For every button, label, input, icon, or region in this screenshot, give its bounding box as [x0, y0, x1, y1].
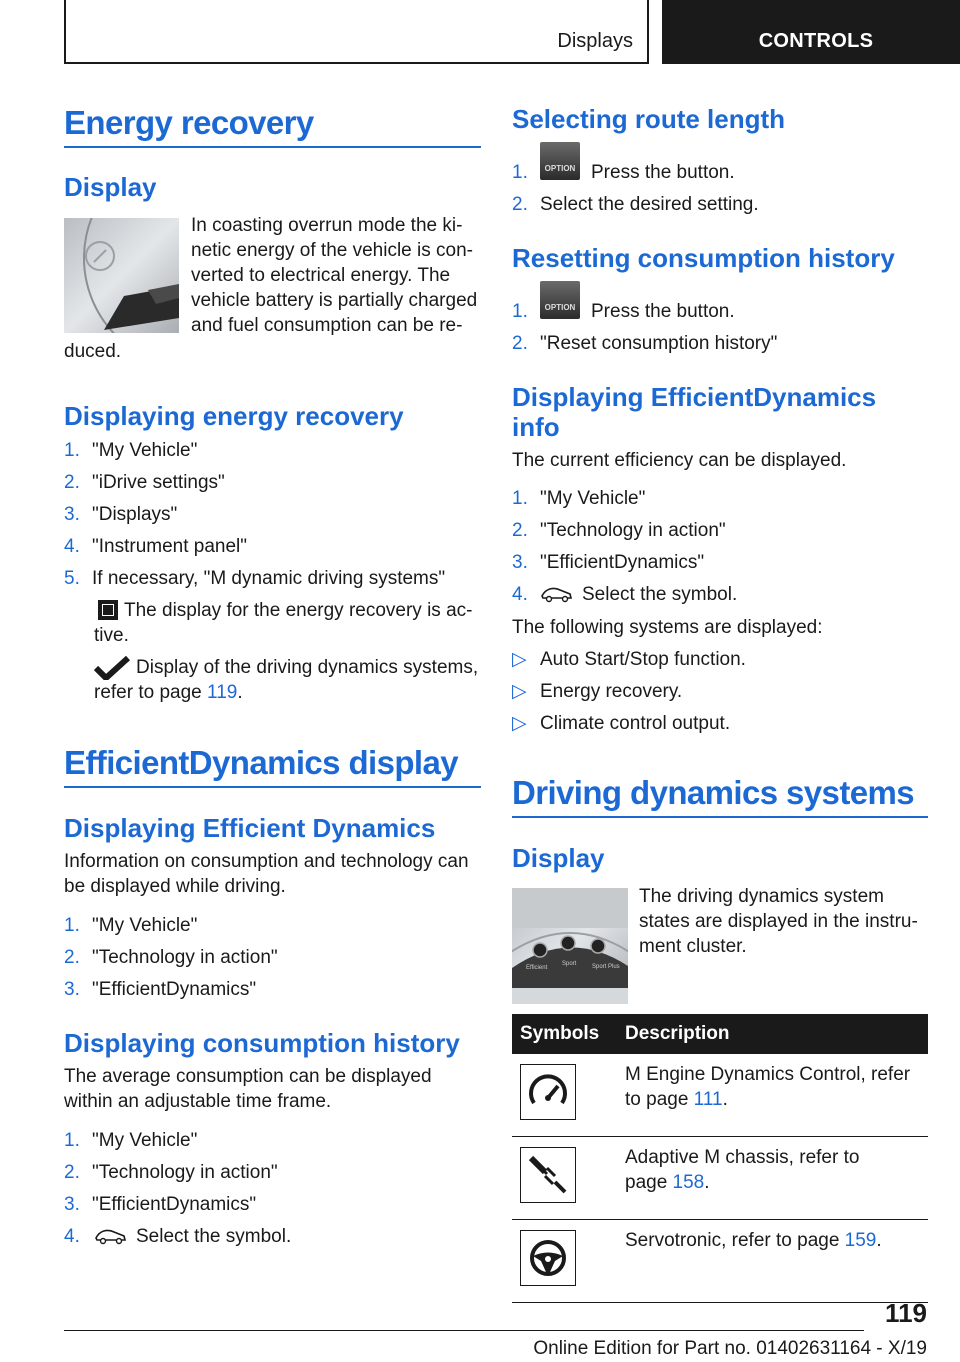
table-row [512, 1054, 928, 1137]
heading-displaying-consumption-history: Displaying consumption history [64, 1028, 460, 1058]
table-row [512, 1137, 928, 1220]
check1-text-line1: The display for the energy recovery is ac- [124, 600, 473, 621]
description-text: Adaptive M chassis, refer to [625, 1147, 860, 1168]
heading-efficientdynamics-display: EfficientDynamics display [64, 744, 458, 781]
text: page [625, 1172, 673, 1193]
check2-text-line1: Display of the driving dynamics systems, [136, 657, 479, 678]
list-text: "Technology in action" [92, 947, 278, 968]
heading-energy-recovery: Energy recovery [64, 104, 314, 141]
list-text: Select the desired setting. [540, 194, 759, 215]
list-number: 2. [64, 1162, 80, 1183]
heading-displaying-efficient-dynamics: Displaying Efficient Dynamics [64, 813, 436, 843]
symbol-cell [512, 1220, 617, 1303]
list-text: "My Vehicle" [92, 1130, 198, 1151]
heading-driving-dynamics-systems: Driving dynamics systems [512, 774, 914, 811]
page-link[interactable]: 159 [844, 1230, 877, 1251]
list-text: "My Vehicle" [92, 440, 198, 461]
list-number: 1. [512, 488, 528, 509]
list-number: 1. [64, 440, 80, 461]
list-number: 1. [512, 162, 528, 183]
heading-rule [512, 816, 928, 818]
option-button-icon [540, 142, 580, 180]
page-link[interactable]: 158 [672, 1172, 705, 1193]
heading-line: Displaying EfficientDynamics [512, 382, 877, 412]
footer-edition-text: Online Edition for Part no. 01402631164 - X/19 [533, 1338, 927, 1359]
list-text: Select the symbol. [136, 1226, 292, 1247]
header-chapter-box [662, 0, 960, 64]
list-number: 1. [512, 301, 528, 322]
option-label: OPTION [544, 303, 576, 312]
footer-rule [64, 1330, 864, 1331]
header-section-box [64, 0, 649, 64]
list-text: "My Vehicle" [92, 915, 198, 936]
para-line: Information on consumption and technology can [64, 851, 469, 872]
thumb-label: Efficient [526, 965, 548, 971]
list-text: Press the button. [591, 162, 735, 183]
text: . [722, 1089, 728, 1110]
heading-resetting-consumption-history: Resetting consumption history [512, 243, 895, 273]
steering-wheel-icon [520, 1230, 576, 1286]
para-line: The average consumption can be displayed [64, 1066, 432, 1087]
column-header: Symbols [512, 1014, 617, 1054]
description-cell [617, 1137, 928, 1220]
description-cell [617, 1220, 928, 1303]
list-text: "Displays" [92, 504, 178, 525]
heading-display: Display [64, 172, 157, 202]
list-text: "Technology in action" [92, 1162, 278, 1183]
display-paragraph-b: duced. [64, 341, 122, 362]
thumb-label: Sport Plus [592, 964, 620, 970]
list-text: "iDrive settings" [92, 472, 225, 493]
list-text: Select the symbol. [582, 584, 738, 605]
list-number: 4. [64, 1226, 80, 1247]
gauge-icon [520, 1064, 576, 1120]
text: Servotronic, refer to page [625, 1230, 845, 1251]
list-text: "My Vehicle" [540, 488, 646, 509]
symbol-cell [512, 1137, 617, 1220]
symbols-table [512, 1014, 928, 1303]
list-text: If necessary, "M dynamic driving systems" [92, 568, 446, 589]
description-text [625, 1228, 928, 1253]
para-line: and fuel consumption can be re- [191, 315, 463, 336]
instrument-cluster-image [64, 218, 179, 333]
description-text: M Engine Dynamics Control, refer [625, 1064, 911, 1085]
shock-absorber-icon [520, 1147, 576, 1203]
description-cell [617, 1054, 928, 1137]
checkbox-filled-icon [98, 600, 118, 620]
list-text: "Technology in action" [540, 520, 726, 541]
text: to page [625, 1089, 694, 1110]
list-text: "EfficientDynamics" [540, 552, 705, 573]
heading-selecting-route-length: Selecting route length [512, 104, 786, 134]
ed-paragraph [64, 849, 469, 899]
header-section-title: Displays [557, 30, 633, 52]
car-symbol-icon [94, 1226, 128, 1253]
heading-display: Display [512, 843, 605, 873]
list-text: "EfficientDynamics" [92, 1194, 257, 1215]
list-text: Climate control output. [540, 713, 731, 734]
list-number: 1. [64, 915, 80, 936]
list-number: 3. [64, 979, 80, 1000]
page-link[interactable]: 111 [693, 1089, 723, 1110]
heading-line: info [512, 412, 560, 442]
para-line: vehicle battery is partially charged [191, 290, 478, 311]
list-number: 2. [512, 520, 528, 541]
systems-intro: The following systems are displayed: [512, 617, 823, 638]
list-number: 3. [64, 1194, 80, 1215]
para-line: The driving dynamics system [639, 886, 884, 907]
option-label: OPTION [544, 164, 576, 173]
heading-rule [64, 146, 481, 148]
bullet-icon: ▷ [512, 681, 527, 702]
list-number: 2. [512, 333, 528, 354]
list-number: 5. [64, 568, 80, 589]
list-text: "Reset consumption history" [540, 333, 778, 354]
info-paragraph: The current efficiency can be displayed. [512, 450, 847, 471]
heading-displaying-energy-recovery: Displaying energy recovery [64, 401, 404, 431]
bullet-icon: ▷ [512, 713, 527, 734]
para-line: states are displayed in the instru- [639, 911, 918, 932]
bullet-icon: ▷ [512, 649, 527, 670]
list-text: "Instrument panel" [92, 536, 248, 557]
list-text: Press the button. [591, 301, 735, 322]
display-paragraph-a [191, 213, 477, 338]
list-number: 2. [64, 472, 80, 493]
list-number: 2. [64, 947, 80, 968]
list-number: 4. [512, 584, 528, 605]
option-button-icon [540, 281, 580, 319]
page-link[interactable]: 119 [207, 682, 238, 703]
heading-displaying-efficientdynamics-info [512, 382, 876, 442]
list-text: "EfficientDynamics" [92, 979, 257, 1000]
description-text [625, 1087, 928, 1112]
header-chapter-title: CONTROLS [758, 30, 874, 52]
para-line: verted to electrical energy. The [191, 265, 451, 286]
para-line: within an adjustable time frame. [64, 1091, 332, 1112]
table-header-row [512, 1014, 928, 1054]
list-text: Auto Start/Stop function. [540, 649, 746, 670]
list-number: 4. [64, 536, 80, 557]
page-number: 119 [885, 1298, 927, 1328]
heading-rule [64, 786, 481, 788]
text: . [237, 682, 243, 703]
para-line: In coasting overrun mode the ki- [191, 215, 463, 236]
history-paragraph [64, 1064, 432, 1114]
thumb-label: Sport [562, 961, 577, 967]
para-line: be displayed while driving. [64, 876, 286, 897]
car-symbol-icon [540, 584, 574, 611]
list-number: 3. [64, 504, 80, 525]
driving-dynamics-paragraph [639, 884, 918, 959]
check2-text-line2 [94, 680, 243, 705]
text: . [876, 1230, 882, 1251]
text: refer to page [94, 682, 208, 703]
text: . [704, 1172, 710, 1193]
list-text: Energy recovery. [540, 681, 683, 702]
para-line: netic energy of the vehicle is con- [191, 240, 473, 261]
list-number: 3. [512, 552, 528, 573]
para-line: ment cluster. [639, 936, 747, 957]
list-number: 2. [512, 194, 528, 215]
check1-text-line2: tive. [94, 625, 129, 646]
table-row [512, 1220, 928, 1303]
description-text [625, 1170, 928, 1195]
driving-dynamics-cluster-image [512, 888, 628, 1004]
column-header: Description [617, 1014, 928, 1054]
symbol-cell [512, 1054, 617, 1137]
list-number: 1. [64, 1130, 80, 1151]
